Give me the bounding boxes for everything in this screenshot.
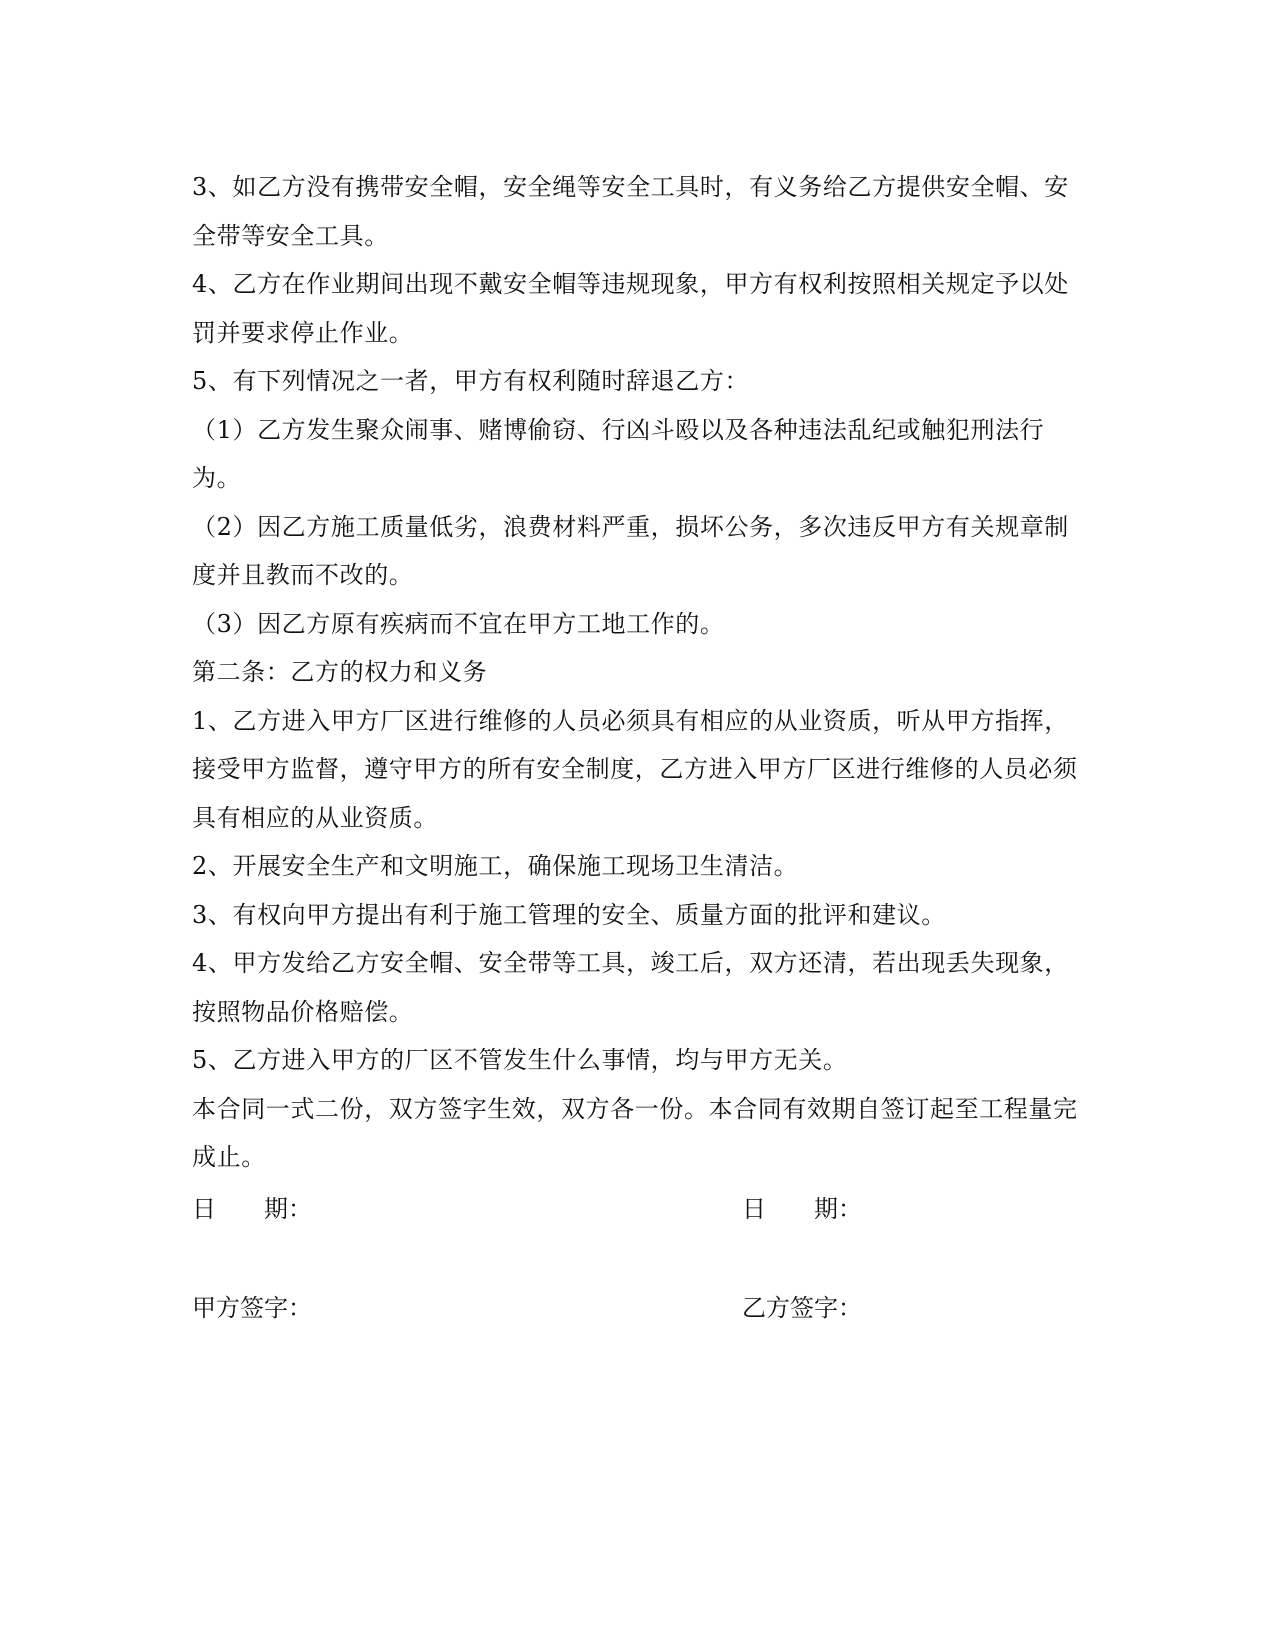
closing-paragraph: 本合同一式二份，双方签字生效，双方各一份。本合同有效期自签订起至工程量完成止。 <box>192 1094 1078 1171</box>
document-body <box>192 163 1084 1182</box>
party-a-signature-label: 甲方签字： <box>192 1294 312 1322</box>
clause-paragraph: 3、如乙方没有携带安全帽，安全绳等安全工具时，有义务给乙方提供安全帽、安全带等安全工具。 <box>192 173 1069 250</box>
party-a-date-label: 日 期： <box>192 1195 312 1223</box>
clause-paragraph: 5、有下列情况之一者，甲方有权利随时辞退乙方： <box>192 367 750 395</box>
sub-clause-paragraph: （3）因乙方原有疾病而不宜在甲方工地工作的。 <box>192 609 725 638</box>
sub-clause-paragraph: （1）乙方发生聚众闹事、赌博偷窃、行凶斗殴以及各种违法乱纪或触犯刑法行为。 <box>192 415 1045 492</box>
clause-paragraph: 4、甲方发给乙方安全帽、安全带等工具，竣工后，双方还清，若出现丢失现象，按照物品价格赔偿。 <box>192 949 1069 1026</box>
section-heading: 第二条：乙方的权力和义务 <box>192 658 488 686</box>
clause-paragraph: 2、开展安全生产和文明施工，确保施工现场卫生清洁。 <box>192 852 799 880</box>
clause-paragraph: 5、乙方进入甲方的厂区不管发生什么事情，均与甲方无关。 <box>192 1046 848 1074</box>
clause-paragraph: 3、有权向甲方提出有利于施工管理的安全、质量方面的批评和建议。 <box>192 900 946 929</box>
clause-paragraph: 4、乙方在作业期间出现不戴安全帽等违规现象，甲方有权利按照相关规定予以处罚并要求停止作业。 <box>192 270 1069 347</box>
party-b-date-label: 日 期： <box>742 1195 862 1223</box>
party-b-signature-label: 乙方签字： <box>742 1294 862 1322</box>
clause-paragraph: 1、乙方进入甲方厂区进行维修的人员必须具有相应的从业资质，听从甲方指挥，接受甲方监督，遵守甲方的所有安全制度，乙方进入甲方厂区进行维修的人员必须具有相应的从业资质。 <box>192 706 1078 832</box>
signature-row <box>192 1284 1084 1332</box>
sub-clause-paragraph: （2）因乙方施工质量低劣，浪费材料严重，损坏公务，多次违反甲方有关规章制度并且教而不改的。 <box>192 512 1069 589</box>
date-row <box>192 1185 1084 1233</box>
